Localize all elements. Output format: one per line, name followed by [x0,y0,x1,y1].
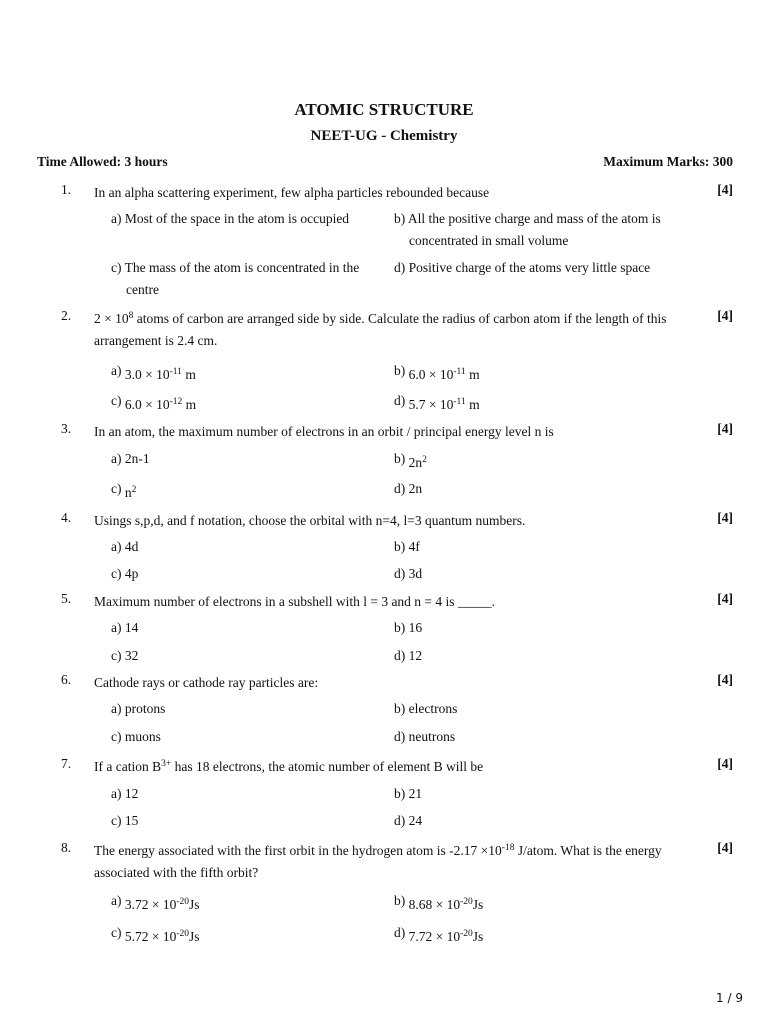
option-d[interactable]: d) 12 [394,648,423,663]
option-b[interactable] [394,360,664,382]
question-number: 7. [61,756,72,771]
option-c[interactable] [111,922,376,944]
option-unit: m [465,367,480,382]
option-unit: m [465,397,480,412]
exponent: -18 [501,843,515,853]
question-number: 4. [61,510,72,525]
option-label: c) [111,925,122,940]
option-c[interactable]: c) 15 [111,813,139,828]
exponent: -20 [176,897,190,907]
exponent: -20 [460,929,473,939]
option-c[interactable]: c) The mass of the atom is concentrated in the centre [111,260,360,297]
option-value: 2n [408,455,423,470]
exponent: -20 [176,929,190,939]
exponent: -11 [169,367,182,377]
question-text: Usings s,p,d, and f notation, choose the orbital with n=4, l=3 quantum numbers. [94,513,526,528]
question-text: In an alpha scattering experiment, few alpha particles rebounded because [94,185,490,200]
exponent: 8 [128,311,134,321]
option-c[interactable]: c) 32 [111,648,139,663]
option-c[interactable] [111,390,376,412]
question-text: Maximum number of electrons in a subshell with l = 3 and n = 4 is _____. [94,594,496,609]
option-value: 6.0 × 10 [124,397,170,412]
option-label: b) [394,363,406,378]
option-a[interactable]: a) Most of the space in the atom is occupied [111,211,350,226]
option-label: d) [394,925,406,940]
option-d[interactable]: d) 24 [394,813,423,828]
option-a[interactable] [111,360,376,382]
option-unit: m [182,397,197,412]
option-b[interactable]: b) electrons [394,701,458,716]
exam-subtitle: NEET-UG - Chemistry [310,128,458,144]
exponent: -20 [460,897,473,907]
option-b[interactable] [394,448,664,470]
option-a[interactable]: a) protons [111,701,166,716]
question-marks: [4] [717,421,733,436]
page-number: 1 / 9 [716,991,743,1005]
exponent: 2 [422,455,427,465]
option-label: c) [111,393,122,408]
option-a[interactable]: a) 12 [111,786,139,801]
option-unit: Js [472,929,484,944]
exam-title: ATOMIC STRUCTURE [294,100,474,119]
option-b[interactable] [394,890,664,912]
option-unit: Js [189,897,200,912]
exponent: 2 [131,485,137,495]
question-marks: [4] [717,182,733,197]
option-label: a) [111,893,122,908]
option-label: b) [394,893,406,908]
question-marks: [4] [717,672,733,687]
option-d[interactable]: d) 2n [394,481,423,496]
option-d[interactable]: d) 3d [394,566,423,581]
option-b[interactable]: b) 4f [394,539,420,554]
question-marks: [4] [717,840,733,855]
question-number: 5. [61,591,72,606]
question-marks: [4] [717,756,733,771]
maximum-marks: Maximum Marks: 300 [603,154,733,169]
option-value: n [124,485,132,500]
question-text-post: has 18 electrons, the atomic number of element B will be [171,759,484,774]
question-text-post: J/atom. What is the energy associated with the fifth orbit? [94,843,662,880]
question-text [94,756,694,778]
question-marks: [4] [717,308,733,323]
option-a[interactable]: a) 2n-1 [111,451,150,466]
option-unit: Js [189,929,200,944]
option-b[interactable]: b) 21 [394,786,423,801]
option-label: b) [394,451,406,466]
question-text-pre: 2 × 10 [94,311,129,326]
option-label: a) [111,363,122,378]
option-d[interactable]: d) Positive charge of the atoms very little space [394,260,651,275]
option-label: d) [394,393,406,408]
exponent: -11 [453,367,466,377]
option-value: 6.0 × 10 [408,367,454,382]
question-number: 6. [61,672,72,687]
option-d[interactable]: d) neutrons [394,729,456,744]
question-number: 8. [61,840,72,855]
option-b[interactable]: b) All the positive charge and mass of the atom is concentrated in small volume [394,211,661,248]
option-label: c) [111,481,122,496]
exponent: 3+ [161,759,172,769]
question-text [94,840,694,884]
exponent: -12 [169,397,183,407]
option-unit: Js [472,897,484,912]
option-value: 3.0 × 10 [124,367,170,382]
question-number: 2. [61,308,72,323]
question-text: Cathode rays or cathode ray particles are: [94,675,319,690]
option-d[interactable] [394,922,664,944]
option-b[interactable]: b) 16 [394,620,423,635]
time-allowed: Time Allowed: 3 hours [37,154,168,169]
question-marks: [4] [717,510,733,525]
question-text [94,308,694,352]
option-value: 7.72 × 10 [408,929,461,944]
option-a[interactable] [111,890,376,912]
exponent: -11 [453,397,466,407]
option-a[interactable]: a) 4d [111,539,139,554]
option-a[interactable]: a) 14 [111,620,139,635]
option-value: 8.68 × 10 [408,897,461,912]
option-d[interactable] [394,390,664,412]
option-value: 3.72 × 10 [124,897,177,912]
question-marks: [4] [717,591,733,606]
question-number: 1. [61,182,72,197]
option-c[interactable]: c) 4p [111,566,139,581]
option-c[interactable] [111,478,376,500]
option-value: 5.72 × 10 [124,929,177,944]
question-number: 3. [61,421,72,436]
question-text-post: atoms of carbon are arranged side by side. Calculate the radius of carbon atom if the length of this arrangement is 2.4 cm. [94,311,667,348]
option-value: 5.7 × 10 [408,397,454,412]
question-text-pre: The energy associated with the first orbit in the hydrogen atom is -2.17 ×10 [94,843,502,858]
question-text-pre: If a cation B [94,759,162,774]
option-c[interactable]: c) muons [111,729,161,744]
question-text: In an atom, the maximum number of electrons in an orbit / principal energy level n is [94,424,554,439]
option-unit: m [181,367,196,382]
